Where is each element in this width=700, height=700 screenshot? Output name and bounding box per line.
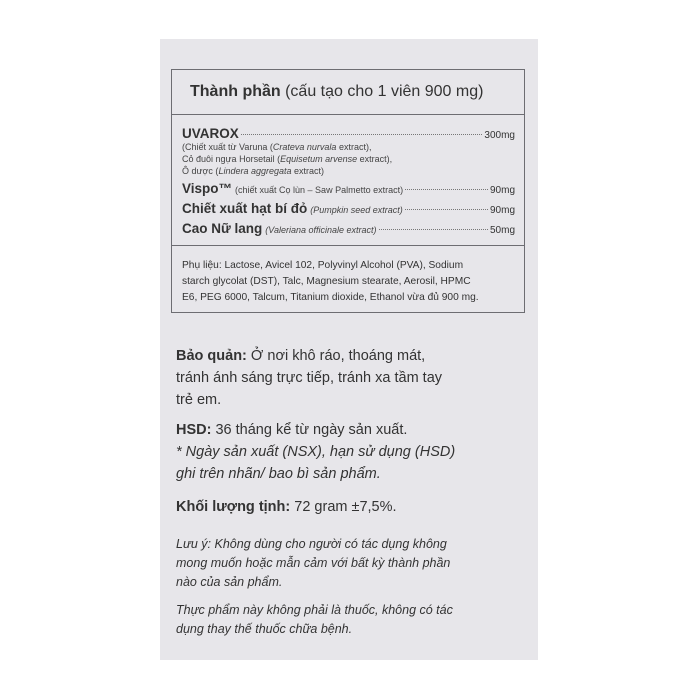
dot-leader <box>241 134 483 135</box>
dot-leader <box>405 209 488 210</box>
uvarox-component-2: Cỏ đuôi ngựa Horsetail (Equisetum arvense extract), <box>182 154 393 164</box>
ingredient-vispo: Vispo™ (chiết xuất Cọ lùn – Saw Palmetto extract) 90mg <box>182 181 515 196</box>
divider-bottom <box>171 245 525 246</box>
warning-note: Lưu ý: Không dùng cho người có tác dụng không mong muốn hoặc mẫn cảm với bất kỳ thành phần nào của sản phẩm. <box>176 537 451 589</box>
divider-top <box>171 114 525 115</box>
uvarox-component-1: (Chiết xuất từ Varuna (Crateva nurvala extract), <box>182 142 372 152</box>
net-weight-section: Khối lượng tịnh: 72 gram ±7,5%. <box>176 499 397 515</box>
excipients-text: Phụ liệu: Lactose, Avicel 102, Polyvinyl Alcohol (PVA), Sodium starch glycolat (DST), Talc, Magnesium stearate, Aerosil, HPMC E6, PEG 6000, Talcum, Titanium dioxide, Ethanol vừa đủ 900 mg. <box>182 260 479 303</box>
ingredient-pumpkin-seed: Chiết xuất hạt bí đỏ (Pumpkin seed extract) 90mg <box>182 201 515 216</box>
ingredient-uvarox: UVAROX 300mg <box>182 126 515 141</box>
uvarox-component-3: Ô dược (Lindera aggregata extract) <box>182 166 325 176</box>
ingredients-title: Thành phần (cấu tạo cho 1 viên 900 mg) <box>190 83 484 100</box>
storage-section: Bảo quản: Ở nơi khô ráo, thoáng mát, tránh ánh sáng trực tiếp, tránh xa tầm tay trẻ em. <box>176 348 443 408</box>
expiry-section: HSD: 36 tháng kể từ ngày sản xuất. * Ngày sản xuất (NSX), hạn sử dụng (HSD) ghi trên nhãn/ bao bì sản phẩm. <box>176 422 456 482</box>
disclaimer-note: Thực phẩm này không phải là thuốc, không có tác dụng thay thế thuốc chữa bệnh. <box>176 603 453 636</box>
dot-leader <box>405 189 488 190</box>
ingredient-valerian: Cao Nữ lang (Valeriana officinale extract) 50mg <box>182 221 515 236</box>
dot-leader <box>379 229 488 230</box>
